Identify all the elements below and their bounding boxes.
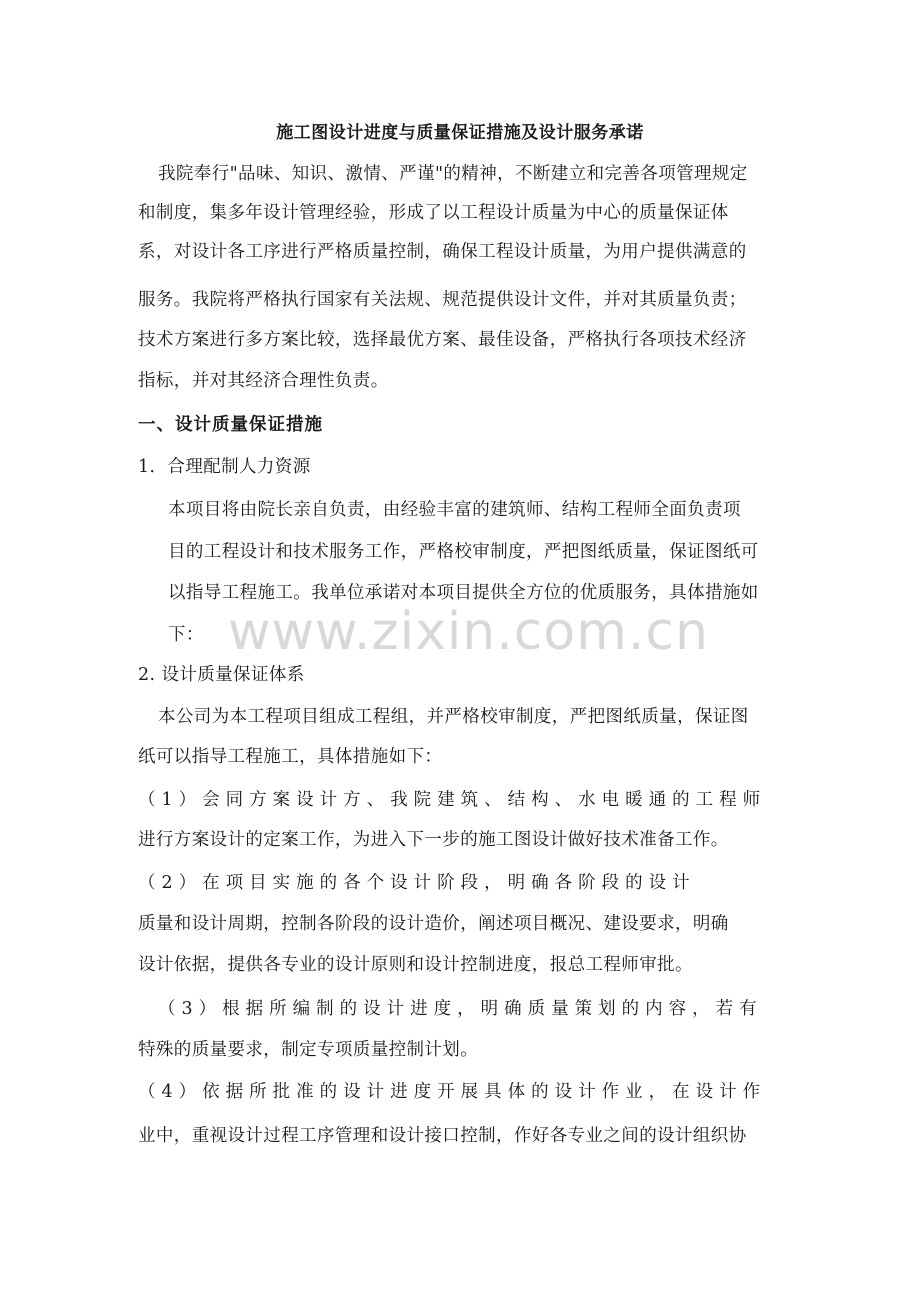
- watermark: www.zixin.com.cn: [228, 602, 709, 662]
- item1-line-1: 本项目将由院长亲自负责，由经验丰富的建筑师、结构工程师全面负责项: [168, 500, 741, 520]
- item1-line-4: 下：: [168, 625, 204, 645]
- item1-line-2: 目的工程设计和技术服务工作，严格校审制度，严把图纸质量，保证图纸可: [168, 542, 759, 562]
- intro-line-1: 我院奉行"品味、知识、激情、严谨"的精神，不断建立和完善各项管理规定: [158, 164, 748, 184]
- intro-line-5: 技术方案进行多方案比较，选择最优方案、最佳设备，严格执行各项技术经济: [138, 330, 747, 350]
- point2-line-3: 设计依据，提供各专业的设计原则和设计控制进度，报总工程师审批。: [138, 955, 693, 975]
- intro-line-2: 和制度，集多年设计管理经验，形成了以工程设计质量为中心的质量保证体: [138, 203, 729, 223]
- section-heading-quality-measures: 一、设计质量保证措施: [138, 415, 323, 435]
- item1-line-3: 以指导工程施工。我单位承诺对本项目提供全方位的优质服务，具体措施如: [168, 583, 759, 603]
- intro-line-4: 服务。我院将严格执行国家有关法规、规范提供设计文件，并对其质量负责；: [138, 290, 747, 310]
- point2-line-2: 质量和设计周期，控制各阶段的设计造价，阐述项目概况、建设要求，明确: [138, 914, 729, 934]
- point2-line-1: （2）在项目实施的各个设计阶段，明确各阶段的设计: [138, 873, 696, 893]
- point4-line-2: 业中，重视设计过程工序管理和设计接口控制，作好各专业之间的设计组织协: [138, 1126, 747, 1146]
- point3-line-2: 特殊的质量要求，制定专项质量控制计划。: [138, 1040, 479, 1060]
- intro-line-6: 指标，并对其经济合理性负责。: [138, 371, 389, 391]
- point1-line-2: 进行方案设计的定案工作，为进入下一步的施工图设计做好技术准备工作。: [138, 830, 729, 850]
- point4-line-1: （4）依据所批准的设计进度开展具体的设计作业，在设计作: [138, 1082, 767, 1102]
- point3-line-1: （3）根据所编制的设计进度，明确质量策划的内容，若有: [158, 999, 763, 1019]
- item-heading-human-resources: 1．合理配制人力资源: [138, 457, 311, 477]
- item2-line-2: 纸可以指导工程施工，具体措施如下：: [138, 747, 443, 767]
- item2-line-1: 本公司为本工程项目组成工程组，并严格校审制度，严把图纸质量，保证图: [158, 707, 749, 727]
- point1-line-1: （1）会同方案设计方、我院建筑、结构、水电暖通的工程师: [138, 790, 767, 810]
- intro-line-3: 系，对设计各工序进行严格质量控制，确保工程设计质量，为用户提供满意的: [138, 242, 747, 262]
- document-title: 施工图设计进度与质量保证措施及设计服务承诺: [276, 123, 644, 143]
- item-heading-quality-system: 2. 设计质量保证体系: [138, 665, 305, 685]
